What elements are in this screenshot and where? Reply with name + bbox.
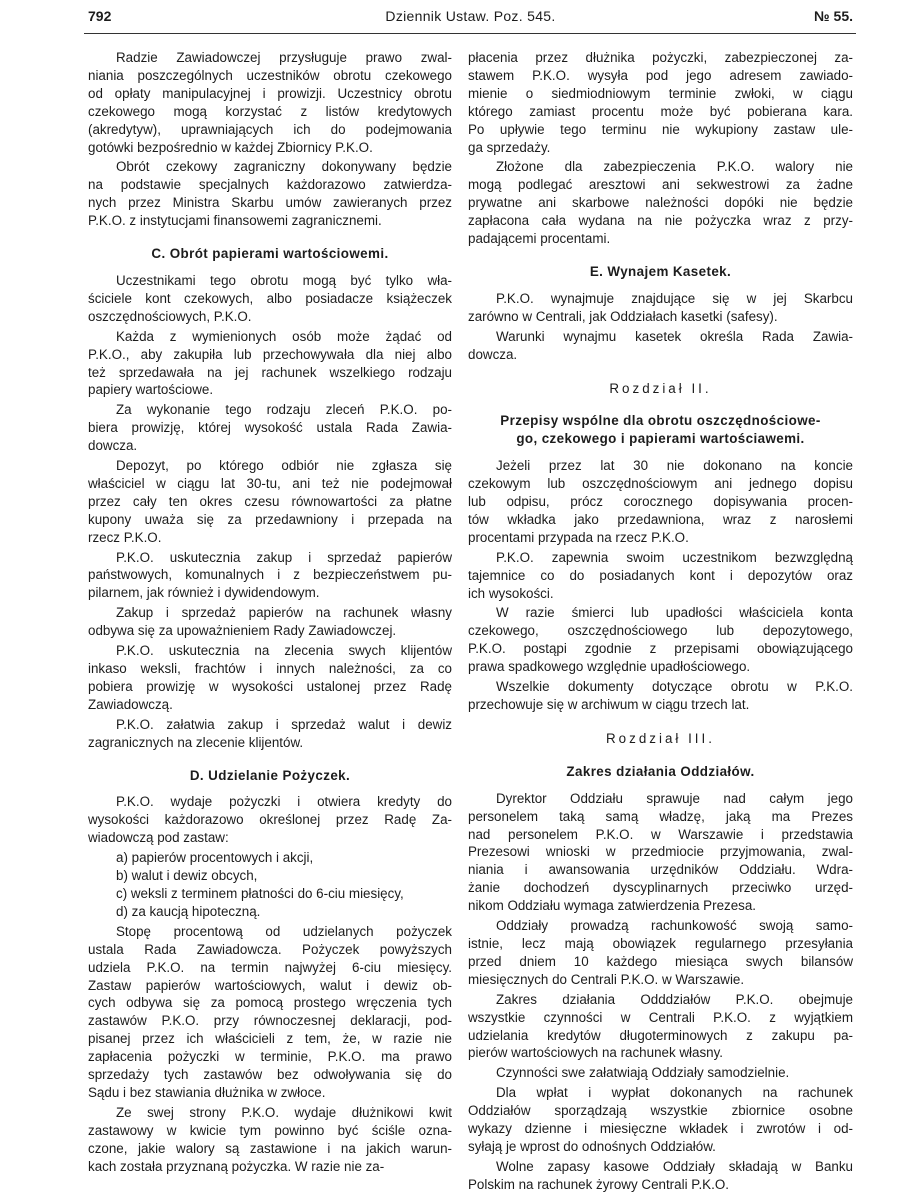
text-line: odbywa się za upoważnieniem Rady Zawiadowczej.: [88, 623, 397, 639]
paragraph: [88, 158, 452, 230]
text-line: Rozdział II.: [609, 380, 712, 396]
text-line: przechowuje się w archiwum w ciągu trzech lat.: [468, 697, 750, 712]
text-line: Stopę procentową od udzielanych pożyczek: [116, 923, 452, 939]
text-line: prawa spadkowego względnie upadłościowego.: [468, 659, 751, 675]
text-line: Każda z wymienionych osób może żądać od: [116, 328, 452, 344]
chapter-heading: [468, 730, 853, 748]
text-line: niania i awansowania urzędników Oddziału. Wdra-: [468, 862, 853, 878]
text-line: zastawowy w kwicie tym powinno być ściśle ozna-: [88, 1122, 452, 1138]
page-header: [88, 8, 853, 30]
text-line: Zakres działania Oddziałów.: [566, 763, 755, 779]
text-line: Depozyt, po którego odbiór nie zgłasza się: [116, 458, 452, 474]
text-line: P.K.O. wynajmuje znajdujące się w jej Skarbcu: [496, 290, 853, 306]
text-line: wiadowczą pod zastaw:: [88, 830, 229, 846]
list-item: d) za kaucją hipoteczną.: [116, 903, 261, 919]
text-line: gotówki bezpośrednio w każdej Zbiornicy P.K.O.: [88, 139, 373, 155]
text-line: Polskim na rachunek żyrowy Centrali P.K.O.: [468, 1176, 729, 1192]
paragraph: [468, 328, 853, 364]
paragraph: [88, 716, 452, 752]
text-line: personelem taką samą władzę, jaką ma Prezes: [468, 808, 853, 824]
list-item: c) weksli z terminem płatności do 6-ciu miesięcy,: [116, 885, 404, 901]
text-line: dowcza.: [468, 346, 518, 362]
text-line: syłają je wprost do odnośnych Oddziałów.: [468, 1138, 716, 1154]
paragraph: [88, 49, 452, 156]
paragraph: [468, 678, 853, 714]
paragraph: [468, 604, 853, 676]
text-line: którego zamiast procentu może być pobierana kara.: [468, 103, 853, 119]
text-line: właściciel w ciągu lat 30-tu, ani też nie podejmował: [88, 475, 452, 491]
text-line: Warunki wynajmu kasetek określa Rada Zawia-: [496, 328, 853, 344]
text-line: ich wysokości.: [468, 585, 554, 601]
text-line: przed dniem 10 każdego miesiąca swych bilansów: [468, 953, 853, 969]
paragraph: [88, 923, 452, 1102]
text-line: niania poszczególnych uczestników obrotu czekowego: [88, 67, 452, 83]
paragraph: [468, 290, 853, 326]
text-line: płacenia przez dłużnika pożyczki, zabezpieczonej za-: [468, 50, 853, 65]
text-line: P.K.O. wydaje pożyczki i otwiera kredyty do: [116, 794, 452, 810]
text-line: cych odbywa się za pomocą prostego wręczenia tych: [88, 995, 452, 1011]
text-line: nad personelem P.K.O. w Warszawie i przedstawia: [468, 826, 853, 842]
text-line: Obrót czekowy zagraniczny dokonywany będzie: [116, 159, 452, 175]
text-line: W razie śmierci lub upadłości właściciela konta: [496, 605, 853, 621]
text-line: kupony uważa się za przedawniony i przepada na: [88, 511, 452, 527]
text-line: Czynności swe załatwiają Oddziały samodzielnie.: [496, 1065, 790, 1081]
text-line: Oddziały prowadzą rachunkowość swoją samo-: [496, 918, 853, 934]
text-line: papiery wartościowe.: [88, 382, 214, 398]
text-line: inkaso weksli, frachtów i innych należności, za co: [88, 661, 452, 676]
text-line: sprzedaży tych zastawów bez odwoływania się do: [88, 1067, 452, 1083]
text-line: na podstawie specjalnych każdorazowo zatwierdza-: [88, 177, 452, 193]
paragraph: [468, 1064, 853, 1082]
text-line: istnie, lecz mają obowiązek regularnego przesyłania: [468, 935, 853, 951]
paragraph: [88, 604, 452, 640]
paragraph: [88, 457, 452, 547]
paragraph: [88, 1104, 452, 1176]
text-line: Za wykonanie tego rodzaju zleceń P.K.O. po-: [116, 402, 452, 418]
issue-number: № 55.: [814, 8, 853, 24]
text-line: Zakup i sprzedaż papierów na rachunek własny: [116, 605, 452, 621]
list-item: a) papierów procentowych i akcji,: [116, 850, 314, 866]
paragraph: [88, 793, 452, 847]
paragraph: [468, 158, 853, 248]
text-line: pisanej przez ich właścicieli z tem, że, w razie nie: [88, 1031, 452, 1047]
text-line: zapłacenia pożyczki w terminie, P.K.O. ma prawo: [88, 1049, 452, 1065]
text-line: pierów wartościowych na rachunek własny.: [468, 1045, 724, 1061]
text-line: tajemnice co do posiadanych kont i depozytów oraz: [468, 567, 853, 583]
text-line: biera prowizję, której wysokość ustala Rada Zawia-: [88, 420, 452, 436]
section-heading: [468, 263, 853, 281]
text-line: stawem P.K.O. wysyła pod jego adresem zawiado-: [468, 67, 853, 83]
text-line: P.K.O., aby zakupiła lub przechowywała dla niej albo: [88, 346, 452, 362]
text-line: P.K.O. załatwia zakup i sprzedaż walut i dewiz: [116, 716, 452, 732]
text-line: P.K.O. uskutecznia zakup i sprzedaż papierów: [116, 549, 452, 565]
text-line: Przepisy wspólne dla obrotu oszczędnościowe-: [500, 413, 821, 429]
text-line: Zawiadowczą.: [88, 696, 173, 712]
paragraph: [88, 272, 452, 326]
text-line: Złożone dla zabezpieczenia P.K.O. walory nie: [496, 159, 853, 175]
text-line: tów wkładka jako przedawniona, wraz z narosłemi: [468, 511, 853, 527]
text-line: udzielania kredytów długoterminowych z zakupu pa-: [468, 1027, 853, 1043]
section-heading: [88, 245, 452, 263]
text-line: też sprzedawała na jej rachunek wszelkiego rodzaju: [88, 364, 452, 380]
text-line: kach została przyznaną pożyczka. W razie nie za-: [88, 1158, 385, 1174]
text-line: prywatne ani skarbowe należności dopóki nie będzie: [468, 195, 853, 211]
text-line: czekowego mogą korzystać z listów kredytowych: [88, 103, 452, 119]
text-line: mienie o siedmiodniowym terminie zwłoki, w ciągu: [468, 85, 853, 101]
text-line: P.K.O. uskutecznia na zlecenia swych klijentów: [116, 643, 452, 659]
paragraph: [468, 790, 853, 915]
text-line: żanie dochodzeń dyscyplinarnych przeciwko urzęd-: [468, 880, 853, 896]
text-line: Dyrektor Oddziału sprawuje nad całym jego: [496, 790, 853, 806]
text-line: Sądu i bez stawiania dłużnika w zwłoce.: [88, 1084, 326, 1100]
text-line: Oddziałów sporządzają wszystkie zbiornice osobne: [468, 1103, 853, 1119]
text-line: Radzie Zawiadowczej przysługuje prawo zwal-: [116, 50, 452, 65]
text-line: mogą podlegać aresztowi ani sekwestrowi za żadne: [468, 177, 853, 193]
paragraph: [468, 917, 853, 989]
paragraph: [468, 49, 853, 156]
text-line: nikom Oddziału wymaga zatwierdzenia Prezesa.: [468, 898, 757, 914]
text-line: czone, jakie walory są zastawione i na jakich warun-: [88, 1140, 452, 1156]
text-line: zarówno w Centrali, jak Oddziałach kasetki (safesy).: [468, 308, 778, 324]
text-line: Rozdział III.: [606, 730, 715, 746]
text-line: zapłacona cała wydana na nie pożyczka wraz z przy-: [468, 213, 853, 229]
text-line: wykazy dzienne i miesięczne wkładek i zwrotów i od-: [468, 1121, 853, 1137]
text-line: oszczędnościowych, P.K.O.: [88, 308, 252, 324]
text-line: Wszelkie dokumenty dotyczące obrotu w P.K.O.: [496, 679, 853, 695]
section-heading: [468, 412, 853, 448]
text-line: ustala Rada Zawiadowcza. Pożyczek powyższych: [88, 941, 452, 957]
enumerated-list: [88, 849, 452, 921]
right-column: [468, 49, 853, 1196]
text-line: pobiera prowizję w wysokości ustalonej przez Radę: [88, 678, 452, 694]
list-item: b) walut i dewiz obcych,: [116, 868, 258, 884]
header-rule: [84, 33, 856, 34]
text-line: dowcza.: [88, 438, 138, 454]
text-line: ściciele kont czekowych, albo posiadacze książeczek: [88, 290, 452, 306]
text-line: czekowym lub oszczędnościowym ani jednego dopisu: [468, 476, 853, 492]
text-line: E. Wynajem Kasetek.: [589, 263, 732, 279]
text-line: przez cały ten okres czesu równowartości za płatne: [88, 493, 452, 509]
text-line: czekowego, oszczędnościowego lub depozytowego,: [468, 623, 853, 639]
text-line: go, czekowego i papierami wartościawemi.: [516, 431, 805, 447]
text-line: Dla wpłat i wypłat dokonanych na rachunek: [496, 1085, 853, 1101]
text-line: zagranicznych na zlecenie klijentów.: [88, 734, 304, 750]
paragraph: [468, 1158, 853, 1194]
text-line: P.K.O. zapewnia swoim uczestnikom bezwzględną: [496, 549, 853, 565]
text-line: Uczestnikami tego obrotu mogą być tylko wła-: [116, 272, 452, 288]
page-number: 792: [88, 8, 112, 24]
text-line: Zakres działania Odddziałów P.K.O. obejmuje: [496, 991, 853, 1007]
text-line: od opłaty manipulacyjnej i prowizji. Uczestnicy obrotu: [88, 85, 452, 101]
text-line: Po upływie tego terminu nie wykupiony zastaw ule-: [468, 121, 853, 137]
paragraph: [468, 457, 853, 547]
text-line: Ze swej strony P.K.O. wydaje dłużnikowi kwit: [116, 1104, 452, 1120]
section-heading: [468, 763, 853, 781]
text-line: padającemi procentami.: [468, 231, 611, 247]
paragraph: [88, 549, 452, 603]
section-heading: [88, 767, 452, 785]
paragraph: [88, 401, 452, 455]
text-line: Prezesowi wnioski w przedmiocie przyjmowania, zwal-: [468, 844, 853, 860]
text-line: nych przez Ministra Skarbu umów zawieranych przez: [88, 195, 452, 211]
paragraph: [468, 549, 853, 603]
text-line: C. Obrót papierami wartościowemi.: [151, 246, 389, 262]
paragraph: [468, 991, 853, 1063]
text-line: zastawów P.K.O. przy równoczesnej deklaracji, pod-: [88, 1013, 452, 1029]
text-line: Zastaw papierów wartościowych, walut i dewiz ob-: [88, 977, 452, 993]
text-line: udziela P.K.O. na termin najwyżej 6-ciu miesięcy.: [88, 959, 452, 975]
text-line: D. Udzielanie Pożyczek.: [189, 767, 351, 783]
text-line: P.K.O. postąpi zgodnie z przepisami obowiązującego: [468, 641, 853, 657]
text-line: P.K.O. z instytucjami finansowemi zagranicznemi.: [88, 213, 382, 229]
text-line: pilarnem, jak również i dywidendowym.: [88, 585, 320, 601]
text-line: ga sprzedaży.: [468, 139, 551, 155]
paragraph: [88, 328, 452, 400]
text-line: wszystkie czynności w Centrali P.K.O. z wyjątkiem: [468, 1009, 853, 1025]
journal-title: Dziennik Ustaw. Poz. 545.: [385, 8, 556, 24]
text-line: rzecz P.K.O.: [88, 529, 162, 545]
paragraph: [88, 642, 452, 714]
text-line: procentami przypada na rzecz P.K.O.: [468, 529, 689, 545]
left-column: [88, 49, 452, 1177]
text-line: Wolne zapasy kasowe Oddziały składają w Banku: [496, 1158, 853, 1174]
paragraph: [468, 1084, 853, 1156]
text-line: Jeżeli przez lat 30 nie dokonano na koncie: [496, 458, 853, 474]
chapter-heading: [468, 380, 853, 398]
text-line: miesięcznych do Centrali P.K.O. w Warszawie.: [468, 971, 745, 987]
text-line: (akredytyw), uprawniających ich do podejmowania: [88, 121, 452, 137]
text-line: państwowych, komunalnych i z bezpieczeństwem pu-: [88, 567, 452, 583]
text-line: lub odpisu, prócz corocznego dopisywania procen-: [468, 494, 853, 510]
text-line: wysokości każdorazowo określonej przez Radę Za-: [88, 812, 452, 828]
